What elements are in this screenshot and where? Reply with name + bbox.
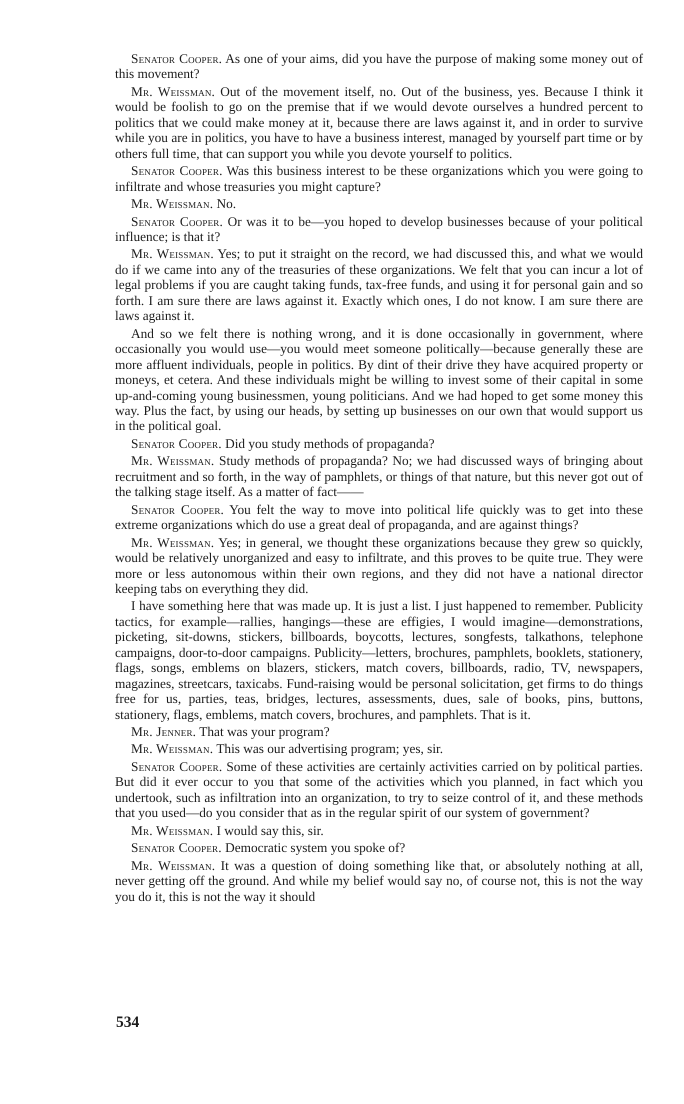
testimony-paragraph <box>115 535 643 597</box>
paragraph-text: Some of these activities are certainly activities carried on by political parties. But did it ever occur to you that some of the activities which you planned, in fact which you undertook, such as infiltration into an organization, to try to seize control of it, and these methods that you used—do you consider that as in the regular spirit of our system of government? <box>115 758 643 821</box>
page-number: 534 <box>116 1014 140 1031</box>
testimony-paragraph <box>115 163 643 194</box>
testimony-paragraph <box>115 246 643 323</box>
speaker-name: Mr. Weissman. <box>131 857 216 873</box>
testimony-paragraph <box>115 598 643 722</box>
testimony-paragraph <box>115 214 643 245</box>
paragraph-text: Yes; in general, we thought these organizations because they grew so quickly, would be relatively unorganized and easy to infiltrate, and this proves to be quite true. They were more or less autonomous within their own regions, and they did not have a national director keeping tabs on everything they did. <box>115 534 643 596</box>
speaker-name: Mr. Weissman. <box>131 822 214 838</box>
paragraph-text: And so we felt there is nothing wrong, and it is done occasionally in government, where occasionally you would use—you would meet someone politically—because generally these are more affluent individuals, people in politics. By dint of their drive they have acquired property or moneys, et cetera. And these individuals might be willing to invest some of their capital in some up-and-coming young businessmen, young politicians. And we had hoped to get some money this way. Plus the fact, by using our heads, by setting up businesses on our own that would support us in the political goal. <box>115 325 643 434</box>
paragraph-text: Out of the movement itself, no. Out of the business, yes. Because I think it would be foolish to go on the premise that if we would devote ourselves a hundred percent to politics that we could make money at it, because there are laws against it, and in order to survive while you are in politics, you have to have a business interest, managed by yourself part time or by others full time, that can support you while you devote yourself to politics. <box>115 83 644 161</box>
testimony-paragraph <box>115 326 643 434</box>
speaker-name: Senator Cooper. <box>131 501 225 517</box>
testimony-paragraph <box>115 84 643 161</box>
transcript-page <box>115 51 643 906</box>
paragraph-text: As one of your aims, did you have the purpose of making some money out of this movement? <box>115 51 643 82</box>
paragraph-text: Was this business interest to be these organizations which you were going to infiltrate and whose treasuries you might capture? <box>115 163 643 194</box>
testimony-paragraph <box>115 502 643 533</box>
paragraph-text: It was a question of doing something like that, or absolutely nothing at all, never getting off the ground. And while my belief would say no, of course not, this is not the way you do it, this is not the way it should <box>115 857 643 904</box>
testimony-paragraph <box>115 741 643 756</box>
testimony-paragraph <box>115 759 643 821</box>
testimony-paragraph <box>115 724 643 739</box>
speaker-name: Senator Cooper. <box>131 758 223 774</box>
speaker-name: Mr. Weissman. <box>131 534 215 550</box>
testimony-paragraph <box>115 823 643 838</box>
speaker-name: Mr. Jenner. <box>131 724 197 740</box>
paragraph-text: Yes; to put it straight on the record, we had discussed this, and what we would do if we came into any of the treasuries of these organizations. We felt that you can incur a lot of legal problems if you are caught taking funds, tax-free funds, and using it for personal gain and so forth. I am sure there are laws against it. Exactly which ones, I do not know. I am sure there are laws against it. <box>115 246 643 324</box>
speaker-name: Senator Cooper. <box>131 51 223 66</box>
testimony-paragraph <box>115 840 643 855</box>
speaker-name: Senator Cooper. <box>131 435 222 451</box>
testimony-paragraph <box>115 436 643 451</box>
speaker-name: Mr. Weissman. <box>131 196 214 212</box>
speaker-name: Senator Cooper. <box>131 840 222 856</box>
speaker-name: Mr. Weissman. <box>131 453 215 469</box>
paragraph-text: Did you study methods of propaganda? <box>225 435 435 451</box>
testimony-paragraph <box>115 196 643 211</box>
testimony-paragraph <box>115 858 643 904</box>
testimony-paragraph <box>115 51 643 82</box>
testimony-paragraph <box>115 453 643 499</box>
speaker-name: Mr. Weissman. <box>131 83 216 99</box>
paragraph-text: No. <box>216 196 237 212</box>
paragraph-text: Study methods of propaganda? No; we had discussed ways of bringing about recruitment and so forth, in the way of pamphlets, or things of that nature, but this never got out of the talking stage itself. As a matter of fact—— <box>115 453 643 500</box>
paragraph-text: This was our advertising program; yes, sir. <box>216 741 444 757</box>
speaker-name: Mr. Weissman. <box>131 741 214 757</box>
paragraph-text: You felt the way to move into political life quickly was to get into these extreme organizations which do use a great deal of propaganda, and are against things? <box>115 501 643 533</box>
speaker-name: Mr. Weissman. <box>131 246 214 262</box>
speaker-name: Senator Cooper. <box>131 213 224 229</box>
paragraph-text: I would say this, sir. <box>216 822 324 838</box>
paragraph-text: Democratic system you spoke of? <box>225 840 406 856</box>
paragraph-text: That was your program? <box>199 724 330 740</box>
paragraph-text: I have something here that was made up. It is just a list. I just happened to remember. Publicity tactics, for example—rallies, hangings—these are effigies, I would imagine—demonstrations, picketing, sit-downs, stickers, billboards, boycotts, lectures, songfests, talkathons, telephone campaigns, door-to-door campaigns. Publicity—letters, brochures, pamphlets, booklets, stationery, flags, songs, emblems on blazers, stickers, match covers, billboards, radio, TV, newspapers, magazines, streetcars, taxicabs. Fund-raising would be personal solicitation, get firms to do things free for us, parties, teas, bridges, lectures, assessments, dues, sale of books, pins, buttons, stationery, flags, emblems, match covers, brochures, and pamphlets. That is it. <box>115 598 643 722</box>
speaker-name: Senator Cooper. <box>131 163 223 179</box>
paragraph-text: Or was it to be—you hoped to develop businesses because of your political influence; is that it? <box>115 213 643 244</box>
